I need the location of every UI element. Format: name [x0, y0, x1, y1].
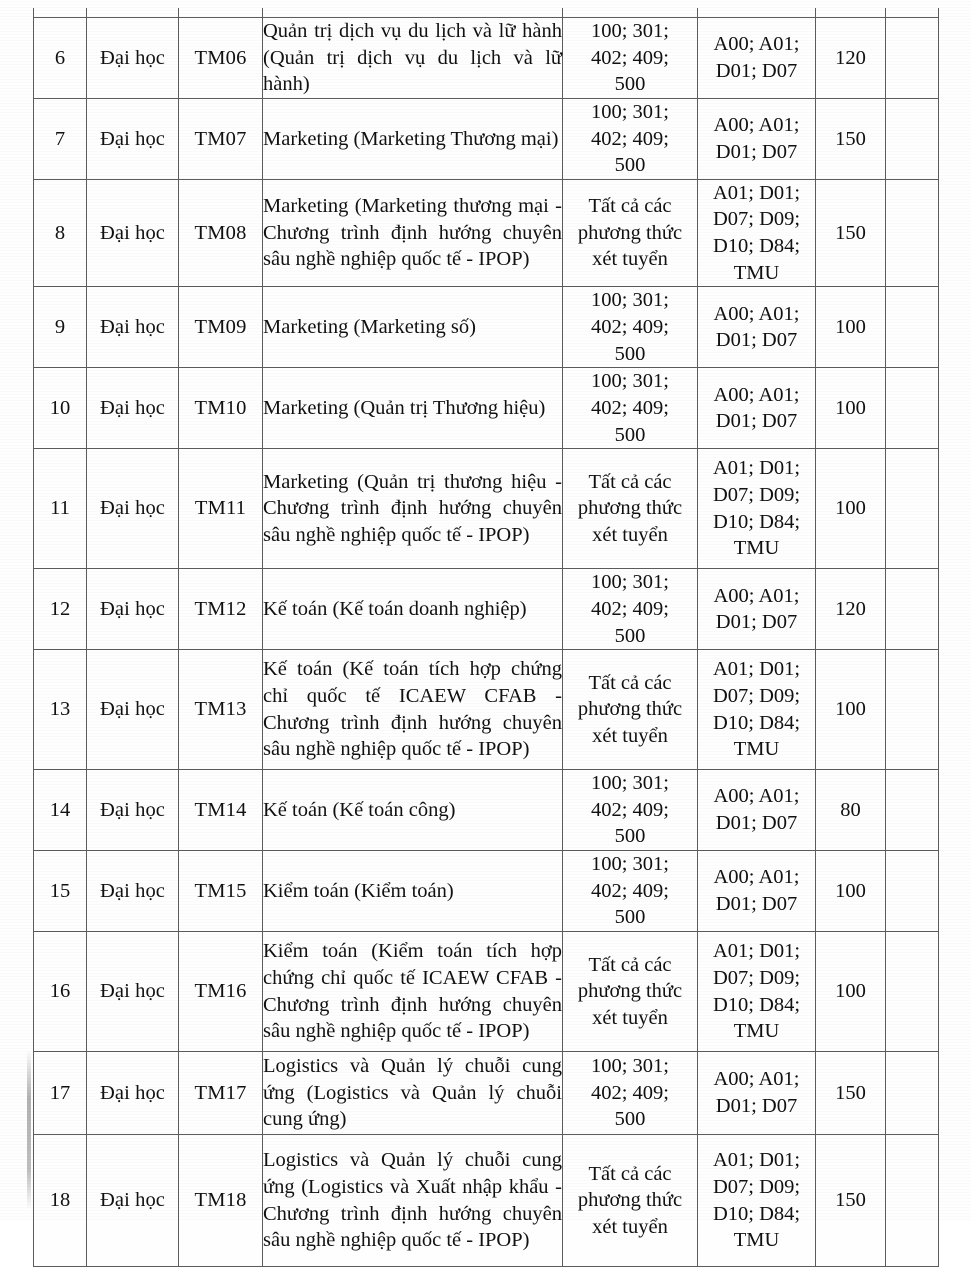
cell-admission-method-line: 100; 301;	[590, 571, 670, 594]
cell-stt: 7	[34, 98, 87, 179]
cell-code: TM18	[179, 1135, 263, 1267]
table-row	[34, 1135, 939, 1267]
cell-subject-block-line: D07; D09;	[712, 484, 801, 507]
cell-code: TM07	[179, 98, 263, 179]
cell-level: Đại học	[87, 368, 179, 449]
cell-admission-method-line: 500	[614, 73, 646, 96]
cell-admission-method-line: 402; 409;	[590, 798, 670, 821]
cell-subject-block	[698, 18, 816, 99]
cell-code: TM09	[179, 287, 263, 368]
cell-subject-block-line: A00; A01;	[713, 785, 800, 808]
cell-admission-method-line: 100; 301;	[590, 289, 670, 312]
cell-admission-method	[563, 179, 698, 287]
cell-admission-method	[563, 18, 698, 99]
cell-admission-method-lines	[563, 851, 697, 931]
cell-admission-method-line: 100; 301;	[590, 1055, 670, 1078]
cell-level: Đại học	[87, 18, 179, 99]
table-row	[34, 287, 939, 368]
cell-subject-block-lines	[698, 938, 815, 1045]
cell-level: Đại học	[87, 1135, 179, 1267]
cell-admission-method-line: xét tuyển	[592, 724, 668, 747]
cell-code: TM12	[179, 569, 263, 650]
cell-partial-name	[263, 8, 563, 18]
cell-subject-block-line: D01; D07	[715, 812, 798, 835]
cell-note	[886, 98, 939, 179]
cell-admission-method-line: 100; 301;	[590, 772, 670, 795]
cell-admission-method-lines	[563, 18, 697, 98]
cell-subject-block-line: A00; A01;	[713, 1068, 800, 1091]
cell-admission-method-line: 402; 409;	[590, 597, 670, 620]
cell-code: TM13	[179, 650, 263, 770]
cell-stt: 14	[34, 770, 87, 851]
cell-level: Đại học	[87, 770, 179, 851]
cell-admission-method-lines	[563, 368, 697, 448]
cell-admission-method-line: xét tuyển	[592, 1215, 668, 1238]
cell-subject-block-lines	[698, 656, 815, 763]
cell-admission-method-line: phương thức	[577, 698, 683, 721]
cell-subject-block-line: A00; A01;	[713, 383, 800, 406]
cell-subject-block	[698, 851, 816, 932]
table-body	[34, 8, 939, 1267]
table-row	[34, 569, 939, 650]
cell-subject-block-line: A00; A01;	[713, 302, 800, 325]
cell-admission-method-line: 402; 409;	[590, 1081, 670, 1104]
cell-subject-block-lines	[698, 783, 815, 836]
cell-code: TM11	[179, 449, 263, 569]
table-row	[34, 449, 939, 569]
cell-note	[886, 932, 939, 1052]
cell-program-name: Kế toán (Kế toán công)	[263, 770, 563, 851]
cell-admission-method-line: phương thức	[577, 497, 683, 520]
cell-admission-method-line: 402; 409;	[590, 46, 670, 69]
cell-note	[886, 1135, 939, 1267]
table-row-partial-top	[34, 8, 939, 18]
cell-admission-method	[563, 851, 698, 932]
cell-subject-block	[698, 650, 816, 770]
cell-quota: 100	[816, 368, 886, 449]
cell-quota: 100	[816, 851, 886, 932]
cell-admission-method	[563, 650, 698, 770]
cell-program-name: Logistics và Quản lý chuỗi cung ứng (Logistics và Xuất nhập khẩu - Chương trình định hướng chuyên sâu nghề nghiệp quốc tế - IPOP)	[263, 1135, 563, 1267]
cell-subject-block	[698, 932, 816, 1052]
cell-admission-method-line: 500	[614, 154, 646, 177]
cell-admission-method-lines	[563, 952, 697, 1032]
cell-quota: 100	[816, 650, 886, 770]
cell-level: Đại học	[87, 851, 179, 932]
cell-program-name: Kiểm toán (Kiểm toán tích hợp chứng chỉ quốc tế ICAEW CFAB - Chương trình định hướng chuyên sâu nghề nghiệp quốc tế - IPOP)	[263, 932, 563, 1052]
cell-quota: 80	[816, 770, 886, 851]
table-row	[34, 851, 939, 932]
cell-admission-method-lines	[563, 469, 697, 549]
cell-subject-block-line: D01; D07	[715, 59, 798, 82]
cell-subject-block-lines	[698, 382, 815, 435]
cell-quota: 100	[816, 449, 886, 569]
cell-admission-method-lines	[563, 569, 697, 649]
cell-code: TM08	[179, 179, 263, 287]
cell-admission-method-lines	[563, 193, 697, 273]
cell-code: TM06	[179, 18, 263, 99]
cell-subject-block-lines	[698, 864, 815, 917]
cell-quota: 150	[816, 98, 886, 179]
cell-subject-block	[698, 1135, 816, 1267]
cell-quota: 120	[816, 569, 886, 650]
table-row	[34, 179, 939, 287]
cell-admission-method-line: 402; 409;	[590, 127, 670, 150]
cell-subject-block-line: A00; A01;	[713, 114, 800, 137]
cell-subject-block	[698, 1052, 816, 1135]
cell-partial-method	[563, 8, 698, 18]
cell-admission-method-line: xét tuyển	[592, 1006, 668, 1029]
cell-admission-method	[563, 932, 698, 1052]
cell-subject-block-line: A01; D01;	[712, 940, 801, 963]
cell-subject-block-line: D01; D07	[715, 410, 798, 433]
cell-subject-block-line: D01; D07	[715, 611, 798, 634]
cell-level: Đại học	[87, 449, 179, 569]
cell-quota: 150	[816, 1052, 886, 1135]
cell-level: Đại học	[87, 650, 179, 770]
cell-admission-method-line: 100; 301;	[590, 853, 670, 876]
cell-subject-block-line: TMU	[733, 261, 780, 284]
cell-subject-block-lines	[698, 31, 815, 84]
cell-quota: 150	[816, 1135, 886, 1267]
cell-subject-block	[698, 98, 816, 179]
cell-stt: 6	[34, 18, 87, 99]
cell-admission-method-lines	[563, 1053, 697, 1133]
cell-quota: 100	[816, 932, 886, 1052]
cell-admission-method-line: 100; 301;	[590, 370, 670, 393]
cell-stt: 17	[34, 1052, 87, 1135]
cell-subject-block-lines	[698, 301, 815, 354]
cell-subject-block-line: D10; D84;	[712, 235, 801, 258]
cell-subject-block-line: TMU	[733, 1020, 780, 1043]
cell-subject-block-line: TMU	[733, 537, 780, 560]
cell-note	[886, 569, 939, 650]
cell-note	[886, 368, 939, 449]
cell-admission-method-line: 402; 409;	[590, 316, 670, 339]
cell-subject-block-line: D07; D09;	[712, 685, 801, 708]
cell-admission-method-line: xét tuyển	[592, 248, 668, 271]
cell-stt: 18	[34, 1135, 87, 1267]
cell-admission-method-line: 500	[614, 906, 646, 929]
table-row	[34, 98, 939, 179]
cell-subject-block-line: D01; D07	[715, 140, 798, 163]
cell-admission-method-lines	[563, 670, 697, 750]
cell-admission-method	[563, 368, 698, 449]
cell-subject-block	[698, 179, 816, 287]
cell-stt: 9	[34, 287, 87, 368]
cell-subject-block-line: D10; D84;	[712, 711, 801, 734]
quota-table-wrapper	[33, 8, 938, 1267]
table-row	[34, 650, 939, 770]
cell-admission-method-lines	[563, 287, 697, 367]
cell-program-name: Kế toán (Kế toán doanh nghiệp)	[263, 569, 563, 650]
cell-admission-method-line: phương thức	[577, 1189, 683, 1212]
cell-partial-code	[179, 8, 263, 18]
table-row	[34, 18, 939, 99]
cell-subject-block-line: TMU	[733, 738, 780, 761]
cell-subject-block	[698, 569, 816, 650]
cell-admission-method	[563, 449, 698, 569]
cell-subject-block-line: A00; A01;	[713, 584, 800, 607]
cell-program-name: Marketing (Marketing thương mại - Chương trình định hướng chuyên sâu nghề nghiệp quốc tế - IPOP)	[263, 179, 563, 287]
cell-partial-note	[886, 8, 939, 18]
cell-admission-method-line: 500	[614, 423, 646, 446]
cell-subject-block-line: D07; D09;	[712, 966, 801, 989]
cell-admission-method-line: xét tuyển	[592, 524, 668, 547]
cell-subject-block-line: D07; D09;	[712, 1175, 801, 1198]
cell-subject-block-lines	[698, 455, 815, 562]
cell-code: TM16	[179, 932, 263, 1052]
cell-subject-block-lines	[698, 1066, 815, 1119]
cell-subject-block-line: D10; D84;	[712, 1202, 801, 1225]
cell-subject-block-lines	[698, 1147, 815, 1254]
table-row	[34, 770, 939, 851]
cell-admission-method-line: phương thức	[577, 980, 683, 1003]
cell-subject-block-line: D01; D07	[715, 1095, 798, 1118]
cell-program-name: Quản trị dịch vụ du lịch và lữ hành (Quản trị dịch vụ du lịch và lữ hành)	[263, 18, 563, 99]
cell-program-name: Kiểm toán (Kiểm toán)	[263, 851, 563, 932]
cell-note	[886, 449, 939, 569]
cell-level: Đại học	[87, 1052, 179, 1135]
cell-admission-method	[563, 287, 698, 368]
cell-code: TM15	[179, 851, 263, 932]
cell-subject-block-line: A01; D01;	[712, 658, 801, 681]
cell-admission-method-line: 500	[614, 825, 646, 848]
cell-admission-method-line: phương thức	[577, 221, 683, 244]
cell-note	[886, 851, 939, 932]
cell-program-name: Marketing (Quản trị Thương hiệu)	[263, 368, 563, 449]
cell-admission-method-lines	[563, 1161, 697, 1241]
cell-code: TM10	[179, 368, 263, 449]
cell-note	[886, 650, 939, 770]
cell-subject-block-line: A01; D01;	[712, 457, 801, 480]
cell-stt: 8	[34, 179, 87, 287]
cell-admission-method-line: Tất cả các	[588, 953, 672, 976]
cell-admission-method-line: 402; 409;	[590, 879, 670, 902]
cell-quota: 150	[816, 179, 886, 287]
cell-subject-block-line: D01; D07	[715, 893, 798, 916]
cell-partial-level	[87, 8, 179, 18]
cell-subject-block-lines	[698, 583, 815, 636]
cell-admission-method-line: Tất cả các	[588, 671, 672, 694]
cell-level: Đại học	[87, 287, 179, 368]
cell-partial-quota	[816, 8, 886, 18]
cell-subject-block	[698, 770, 816, 851]
cell-admission-method	[563, 98, 698, 179]
cell-admission-method	[563, 770, 698, 851]
cell-admission-method	[563, 1135, 698, 1267]
cell-subject-block-line: D01; D07	[715, 329, 798, 352]
cell-admission-method	[563, 569, 698, 650]
cell-program-name: Marketing (Marketing Thương mại)	[263, 98, 563, 179]
cell-level: Đại học	[87, 179, 179, 287]
cell-admission-method-line: 402; 409;	[590, 396, 670, 419]
cell-subject-block-line: A00; A01;	[713, 33, 800, 56]
cell-note	[886, 770, 939, 851]
cell-subject-block-line: D10; D84;	[712, 993, 801, 1016]
cell-admission-method-line: 100; 301;	[590, 20, 670, 42]
cell-program-name: Kế toán (Kế toán tích hợp chứng chỉ quốc tế ICAEW CFAB - Chương trình định hướng chuyên sâu nghề nghiệp quốc tế - IPOP)	[263, 650, 563, 770]
cell-quota: 120	[816, 18, 886, 99]
cell-partial-stt	[34, 8, 87, 18]
cell-subject-block-lines	[698, 112, 815, 165]
cell-stt: 15	[34, 851, 87, 932]
cell-subject-block	[698, 368, 816, 449]
cell-subject-block-line: D10; D84;	[712, 510, 801, 533]
cell-code: TM14	[179, 770, 263, 851]
cell-subject-block-lines	[698, 180, 815, 287]
cell-note	[886, 287, 939, 368]
table-row	[34, 1052, 939, 1135]
cell-subject-block-line: D07; D09;	[712, 208, 801, 231]
cell-stt: 13	[34, 650, 87, 770]
cell-program-name: Logistics và Quản lý chuỗi cung ứng (Logistics và Quản lý chuỗi cung ứng)	[263, 1052, 563, 1135]
cell-admission-method-line: 500	[614, 624, 646, 647]
table-row	[34, 368, 939, 449]
cell-stt: 16	[34, 932, 87, 1052]
cell-level: Đại học	[87, 98, 179, 179]
cell-note	[886, 18, 939, 99]
cell-admission-method-line: 500	[614, 342, 646, 365]
cell-admission-method-line: 100; 301;	[590, 100, 670, 123]
admission-quota-table	[33, 8, 939, 1267]
cell-admission-method-line: Tất cả các	[588, 470, 672, 493]
cell-program-name: Marketing (Marketing số)	[263, 287, 563, 368]
cell-admission-method-lines	[563, 99, 697, 179]
cell-admission-method-line: Tất cả các	[588, 195, 672, 218]
cell-program-name: Marketing (Quản trị thương hiệu - Chương trình định hướng chuyên sâu nghề nghiệp quốc tế - IPOP)	[263, 449, 563, 569]
cell-stt: 10	[34, 368, 87, 449]
cell-code: TM17	[179, 1052, 263, 1135]
cell-admission-method-line: Tất cả các	[588, 1162, 672, 1185]
cell-admission-method	[563, 1052, 698, 1135]
cell-stt: 12	[34, 569, 87, 650]
cell-admission-method-lines	[563, 770, 697, 850]
cell-subject-block-line: A00; A01;	[713, 866, 800, 889]
cell-stt: 11	[34, 449, 87, 569]
cell-subject-block	[698, 287, 816, 368]
cell-subject-block	[698, 449, 816, 569]
cell-subject-block-line: TMU	[733, 1229, 780, 1252]
cell-subject-block-line: A01; D01;	[712, 1149, 801, 1172]
cell-note	[886, 179, 939, 287]
cell-admission-method-line: 500	[614, 1108, 646, 1131]
cell-level: Đại học	[87, 569, 179, 650]
cell-quota: 100	[816, 287, 886, 368]
table-row	[34, 932, 939, 1052]
cell-partial-block	[698, 8, 816, 18]
cell-note	[886, 1052, 939, 1135]
cell-level: Đại học	[87, 932, 179, 1052]
cell-subject-block-line: A01; D01;	[712, 181, 801, 204]
